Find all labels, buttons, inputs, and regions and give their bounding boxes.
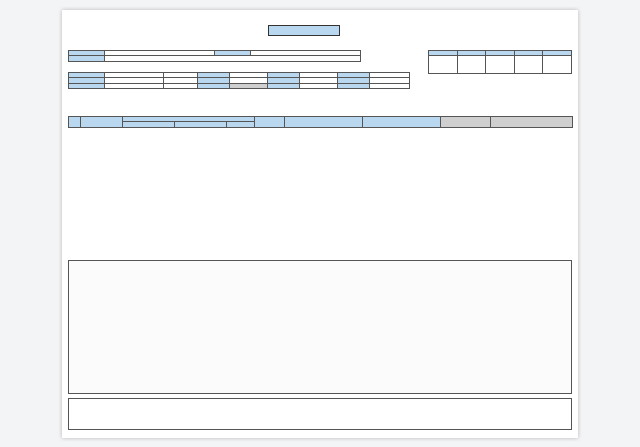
stamp-table xyxy=(428,50,572,74)
route-h-sub-1 xyxy=(175,122,227,127)
route-h-start xyxy=(285,117,363,128)
value-vehicle xyxy=(105,56,361,61)
t-2-8 xyxy=(369,83,409,88)
operation-chart xyxy=(68,260,572,394)
t-2-5 xyxy=(268,83,300,88)
info-table xyxy=(68,50,361,62)
t-2-2 xyxy=(164,83,198,88)
t-2-3 xyxy=(198,83,230,88)
report-title xyxy=(268,25,340,36)
report-sheet xyxy=(62,10,578,438)
t-2-0 xyxy=(69,83,105,88)
t-2-6 xyxy=(299,83,337,88)
remarks-box xyxy=(68,398,572,430)
t-2-1 xyxy=(105,83,164,88)
label-vehicle xyxy=(69,56,105,61)
t-2-7 xyxy=(337,83,369,88)
route-h-no xyxy=(69,117,81,128)
route-h-distance xyxy=(255,117,285,128)
route-h-end xyxy=(363,117,441,128)
route-h-sub-2 xyxy=(227,122,255,127)
route-table xyxy=(68,116,573,128)
times-table xyxy=(68,72,410,89)
route-h-sub-0 xyxy=(123,122,175,127)
t-2-4 xyxy=(229,83,267,88)
route-h-driver xyxy=(81,117,123,128)
